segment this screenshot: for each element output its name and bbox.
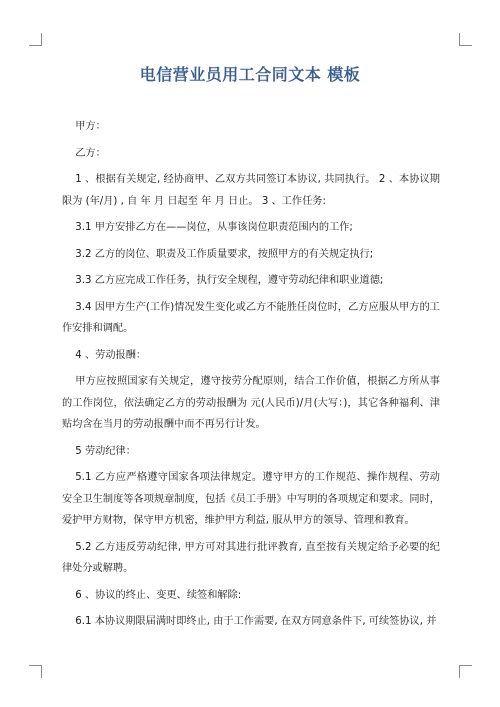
crop-mark-bottom-right [459,665,472,678]
crop-mark-bottom-left [29,665,42,678]
paragraph-clause-6-1: 6.1 本协议期限届满时即终止, 由于工作需要, 在双方同意条件下, 可续签协议, 并 [75,616,437,627]
paragraph-clause-4-heading: 4 、劳动报酬： [75,349,147,361]
paragraph-clause-5-heading: 5 劳动纪律： [75,445,136,457]
paragraph-party-b: 乙方： [75,147,106,159]
document-title: 电信营业员用工合同文本 模板 [139,65,361,84]
paragraph-clause-3-3: 3.3 乙方应完成工作任务，执行安全规程，遵守劳动纪律和职业道德; [75,275,384,286]
paragraph-clause-3-1: 3.1 甲方安排乙方在——岗位，从事该岗位职责范围内的工作; [75,222,353,233]
paragraph-party-a: 甲方： [75,121,106,132]
crop-mark-top-left [29,33,42,46]
paragraph-clause-6-heading: 6 、协议的终止、变更、续签和解除: [75,589,242,601]
document-body [62,116,440,638]
paragraph-clause-3-4: 3.4 因甲方生产(工作)情况发生变化或乙方不能胜任岗位时，乙方应服从甲方的工作安排和调配。 [62,301,440,334]
paragraph-clause-3-2: 3.2 乙方的岗位、职责及工作质量要求，按照甲方的有关规定执行; [75,248,374,260]
paragraph-clause-5-1: 5.1 乙方应严格遵守国家各项法律规定。遵守甲方的工作规范、操作规程、劳动安全卫生制度等各项规章制度，包括《员工手册》中写明的各项规定和要求。同时，爱护甲方财物，保守甲方机密，维护甲方利益, 服从甲方的领导、管理和教育。 [62,472,440,526]
paragraph-clause-1-2-3: 1 、根据有关规定, 经协商甲、乙双方共同签订本协议, 共同执行。 2 、本协议期限为 (年/月) , 自 年 月 日起至 年 月 日止。 3 、工作任务: [62,174,440,207]
crop-mark-top-right [459,33,472,46]
paragraph-clause-4-body: 甲方应按照国家有关规定，遵守按劳分配原则，结合工作价值，根据乙方所从事的工作岗位，依法确定乙方的劳动报酬为 元(人民币)/月(大写：)，其它各种福利、津贴均含在当月的劳动报酬中而不再另行计发。 [62,376,440,430]
paragraph-clause-5-2: 5.2 乙方违反劳动纪律, 甲方可对其进行批评教育, 直至按有关规定给予必要的纪律处分或解聘。 [62,541,440,574]
